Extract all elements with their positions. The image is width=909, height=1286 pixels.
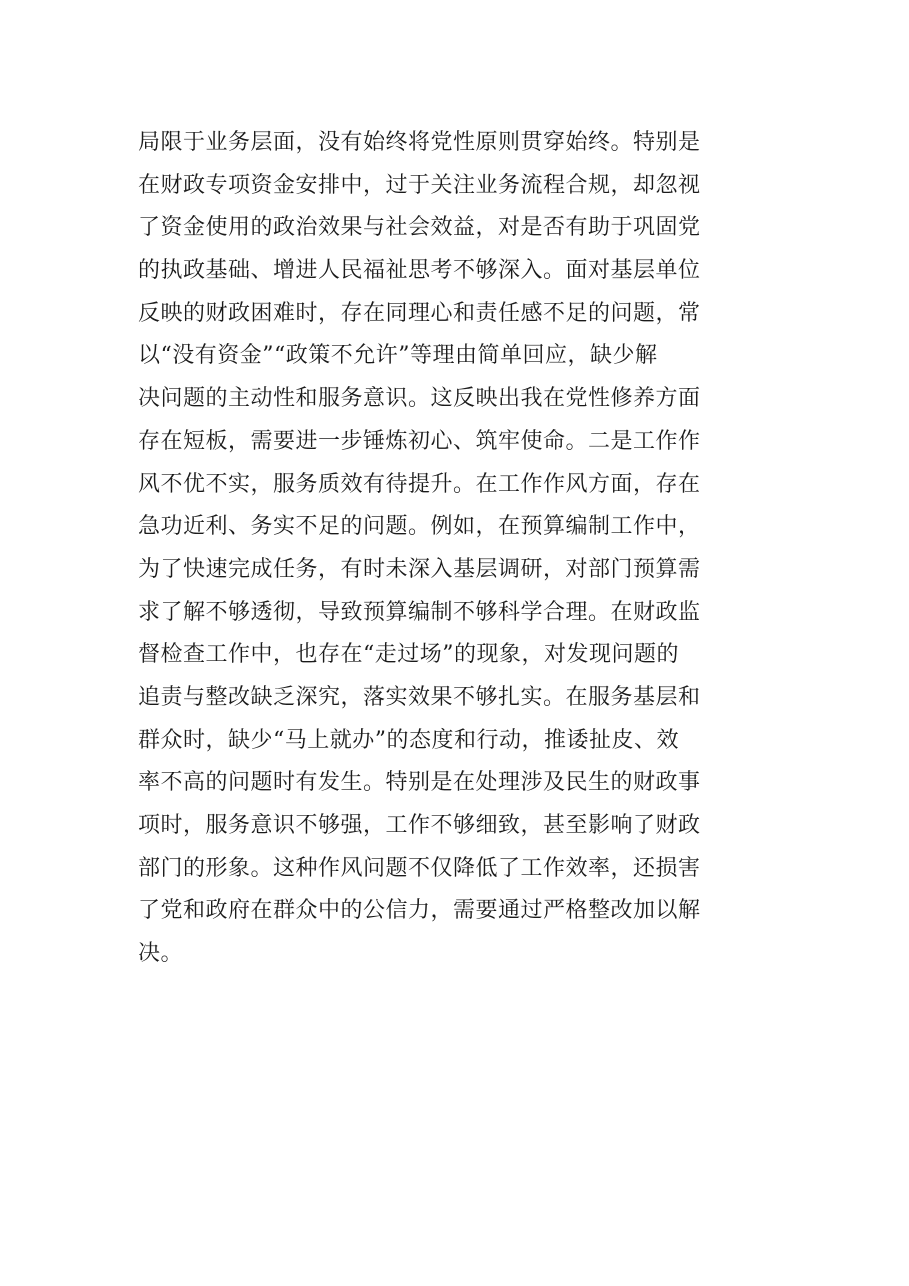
body-paragraph xyxy=(138,122,778,976)
text-line: 率不高的问题时有发生。特别是在处理涉及民生的财政事 xyxy=(138,770,701,796)
text-line: 督检查工作中，也存在“走过场”的现象，对发现问题的 xyxy=(138,642,679,668)
text-line: 风不优不实，服务质效有待提升。在工作作风方面，存在 xyxy=(138,471,701,497)
text-line: 以“没有资金”“政策不允许”等理由简单回应，缺少解 xyxy=(138,343,658,369)
text-line: 急功近利、务实不足的问题。例如，在预算编制工作中， xyxy=(138,514,701,540)
text-line: 为了快速完成任务，有时未深入基层调研，对部门预算需 xyxy=(138,556,701,582)
text-line: 在财政专项资金安排中，过于关注业务流程合规，却忽视 xyxy=(138,172,701,198)
text-line: 反映的财政困难时，存在同理心和责任感不足的问题，常 xyxy=(138,300,701,326)
text-line: 部门的形象。这种作风问题不仅降低了工作效率，还损害 xyxy=(138,855,701,881)
text-line: 决。 xyxy=(138,941,184,967)
text-line: 的执政基础、增进人民福祉思考不够深入。面对基层单位 xyxy=(138,258,701,284)
text-line: 决问题的主动性和服务意识。这反映出我在党性修养方面 xyxy=(138,386,701,412)
text-line: 项时，服务意识不够强，工作不够细致，甚至影响了财政 xyxy=(138,813,701,838)
text-line: 局限于业务层面，没有始终将党性原则贯穿始终。特别是 xyxy=(138,130,701,155)
text-line: 了资金使用的政治效果与社会效益，对是否有助于巩固党 xyxy=(138,215,701,241)
text-line: 存在短板，需要进一步锤炼初心、筑牢使命。二是工作作 xyxy=(138,428,701,454)
text-line: 了党和政府在群众中的公信力，需要通过严格整改加以解 xyxy=(138,898,701,924)
text-line: 求了解不够透彻，导致预算编制不够科学合理。在财政监 xyxy=(138,599,701,625)
text-line: 追责与整改缺乏深究，落实效果不够扎实。在服务基层和 xyxy=(138,684,701,710)
text-line: 群众时，缺少“马上就办”的态度和行动，推诿扯皮、效 xyxy=(138,727,679,753)
